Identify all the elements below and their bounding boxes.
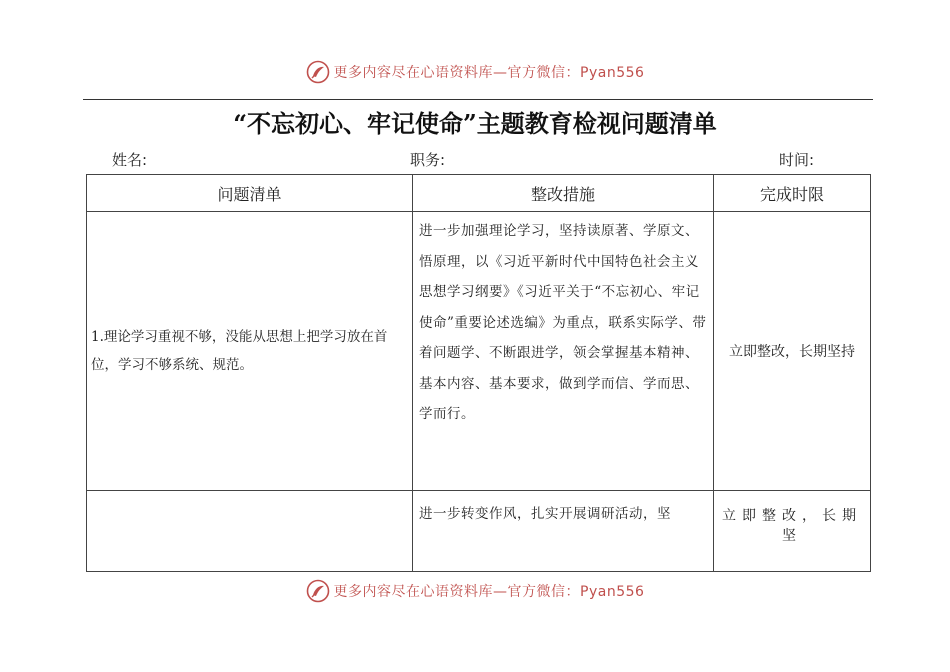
measure-cell: 进一步转变作风，扎实开展调研活动，坚 — [413, 491, 714, 572]
watermark-top — [0, 60, 950, 84]
table-row — [87, 212, 871, 491]
logo-icon — [306, 60, 330, 84]
table-row — [87, 491, 871, 572]
header-problem: 问题清单 — [87, 175, 413, 212]
problem-cell — [87, 491, 413, 572]
header-measure: 整改措施 — [413, 175, 714, 212]
watermark-bottom — [0, 579, 950, 603]
watermark-text: 更多内容尽在心语资料库—官方微信：Pyan556 — [333, 584, 645, 600]
deadline-cell: 立即整改，长期坚 — [714, 491, 871, 572]
time-label: 时间: — [779, 151, 815, 169]
issues-table — [86, 174, 871, 572]
deadline-cell: 立即整改，长期坚持 — [714, 212, 871, 491]
watermark-text: 更多内容尽在心语资料库—官方微信：Pyan556 — [333, 65, 645, 81]
header-rule — [83, 99, 873, 100]
document-title: “不忘初心、牢记使命”主题教育检视问题清单 — [233, 109, 717, 138]
header-deadline: 完成时限 — [714, 175, 871, 212]
name-label: 姓名: — [112, 151, 148, 169]
logo-icon — [306, 579, 330, 603]
table-header-row — [87, 175, 871, 212]
position-label: 职务: — [410, 151, 446, 169]
problem-cell: 1.理论学习重视不够，没能从思想上把学习放在首位，学习不够系统、规范。 — [87, 212, 413, 491]
measure-cell: 进一步加强理论学习，坚持读原著、学原文、悟原理，以《习近平新时代中国特色社会主义思想学习纲要》《习近平关于“不忘初心、牢记使命”重要论述选编》为重点，联系实际学、带着问题学、不断跟进学，领会掌握基本精神、基本内容、基本要求，做到学而信、学而思、学而行。 — [413, 212, 714, 491]
